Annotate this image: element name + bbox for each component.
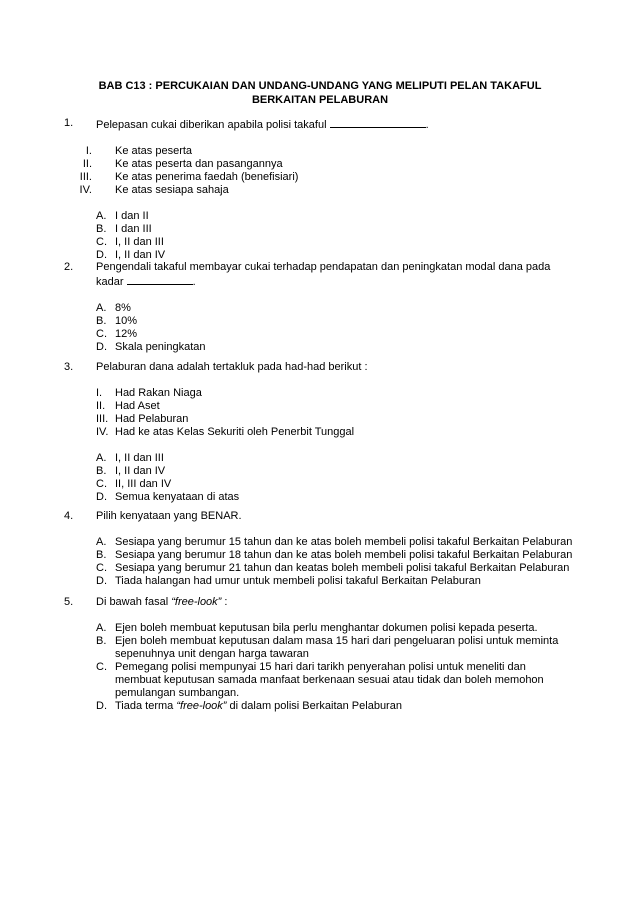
page-title [60, 79, 580, 107]
roman-item: I. Ke atas peserta [85, 145, 193, 157]
question-suffix: . [425, 119, 429, 131]
question-4-stem [64, 510, 574, 523]
option-item: C. 12% [96, 328, 138, 340]
options-list [64, 210, 574, 262]
free-look-term: “free-look” [171, 596, 222, 608]
question-1-stem [64, 117, 574, 132]
option-item: A. 8% [96, 302, 131, 314]
question-5 [64, 596, 574, 713]
question-2-stem [64, 261, 574, 289]
question-3-stem [64, 361, 574, 374]
option-item: B. 10% [96, 315, 138, 327]
question-4 [64, 510, 574, 588]
roman-item: IV. Ke atas sesiapa sahaja [79, 184, 229, 196]
question-suffix: : [221, 596, 228, 608]
roman-item: II. Had Aset [96, 400, 160, 412]
question-text: Pengendali takaful membayar cukai terhadap pendapatan dan peningkatan modal dana pada kadar [96, 261, 551, 288]
option-item: A. Sesiapa yang berumur 15 tahun dan ke atas boleh membeli polisi takaful Berkaitan Pelaburan [96, 536, 573, 548]
option-item: A. I, II dan III [96, 452, 164, 464]
question-text: Pelepasan cukai diberikan apabila polisi takaful [96, 119, 327, 131]
question-3 [64, 361, 574, 504]
question-text: Di bawah fasal [96, 596, 172, 608]
option-item: B. Sesiapa yang berumur 18 tahun dan ke atas boleh membeli polisi takaful Berkaitan Pelaburan [96, 549, 573, 561]
roman-list [64, 387, 574, 439]
options-list [64, 536, 574, 588]
option-item: D. Tiada terma “free-look” di dalam polisi Berkaitan Pelaburan [96, 700, 402, 712]
option-item: B. I, II dan IV [96, 465, 166, 477]
option-item: B. Ejen boleh membuat keputusan dalam masa 15 hari dari pengeluaran polisi untuk meminta sepenuhnya unit dengan harga tawaran [96, 635, 559, 660]
question-number: 4. [64, 510, 74, 522]
question-number: 5. [64, 596, 74, 608]
option-item: C. Sesiapa yang berumur 21 tahun dan keatas boleh membeli polisi takaful Berkaitan Pelaburan [96, 562, 570, 574]
question-text: Pilih kenyataan yang BENAR. [96, 510, 242, 522]
option-item: D. Skala peningkatan [96, 341, 206, 353]
option-item: B. I dan III [96, 223, 152, 235]
question-text: Pelaburan dana adalah tertakluk pada had-had berikut : [96, 361, 368, 373]
option-item: A. Ejen boleh membuat keputusan bila perlu menghantar dokumen polisi kepada peserta. [96, 622, 538, 634]
roman-item: I. Had Rakan Niaga [96, 387, 202, 399]
roman-item: II. Ke atas peserta dan pasangannya [82, 158, 283, 170]
option-item: D. I, II dan IV [96, 249, 166, 261]
free-look-term: “free-look” [176, 700, 227, 712]
question-2 [64, 261, 574, 354]
answer-blank [330, 117, 426, 128]
option-item: A. I dan II [96, 210, 149, 222]
question-5-stem [64, 596, 574, 609]
options-list [64, 302, 574, 354]
question-suffix: . [192, 276, 196, 288]
question-1 [64, 117, 574, 262]
roman-item: IV. Had ke atas Kelas Sekuriti oleh Penerbit Tunggal [96, 426, 355, 438]
answer-blank [127, 274, 193, 285]
roman-item: III. Had Pelaburan [96, 413, 189, 425]
options-list [64, 622, 574, 713]
options-list [64, 452, 574, 504]
option-item: D. Semua kenyataan di atas [96, 491, 240, 503]
title-line-2: BERKAITAN PELABURAN [251, 94, 389, 106]
option-item: C. II, III dan IV [96, 478, 172, 490]
title-line-1: BAB C13 : PERCUKAIAN DAN UNDANG-UNDANG YANG MELIPUTI PELAN TAKAFUL [98, 80, 542, 92]
question-number: 1. [64, 117, 74, 129]
option-item: D. Tiada halangan had umur untuk membeli polisi takaful Berkaitan Pelaburan [96, 575, 481, 587]
question-number: 2. [64, 261, 74, 273]
option-item: C. Pemegang polisi mempunyai 15 hari dari tarikh penyerahan polisi untuk meneliti dan membuat keputusan samada manfaat berkenaan sesuai atau tidak dan boleh memohon pemulangan sumbangan. [96, 661, 544, 699]
roman-item: III. Ke atas penerima faedah (benefisiari) [79, 171, 299, 183]
question-number: 3. [64, 361, 74, 373]
roman-list [64, 145, 574, 197]
option-item: C. I, II dan III [96, 236, 164, 248]
